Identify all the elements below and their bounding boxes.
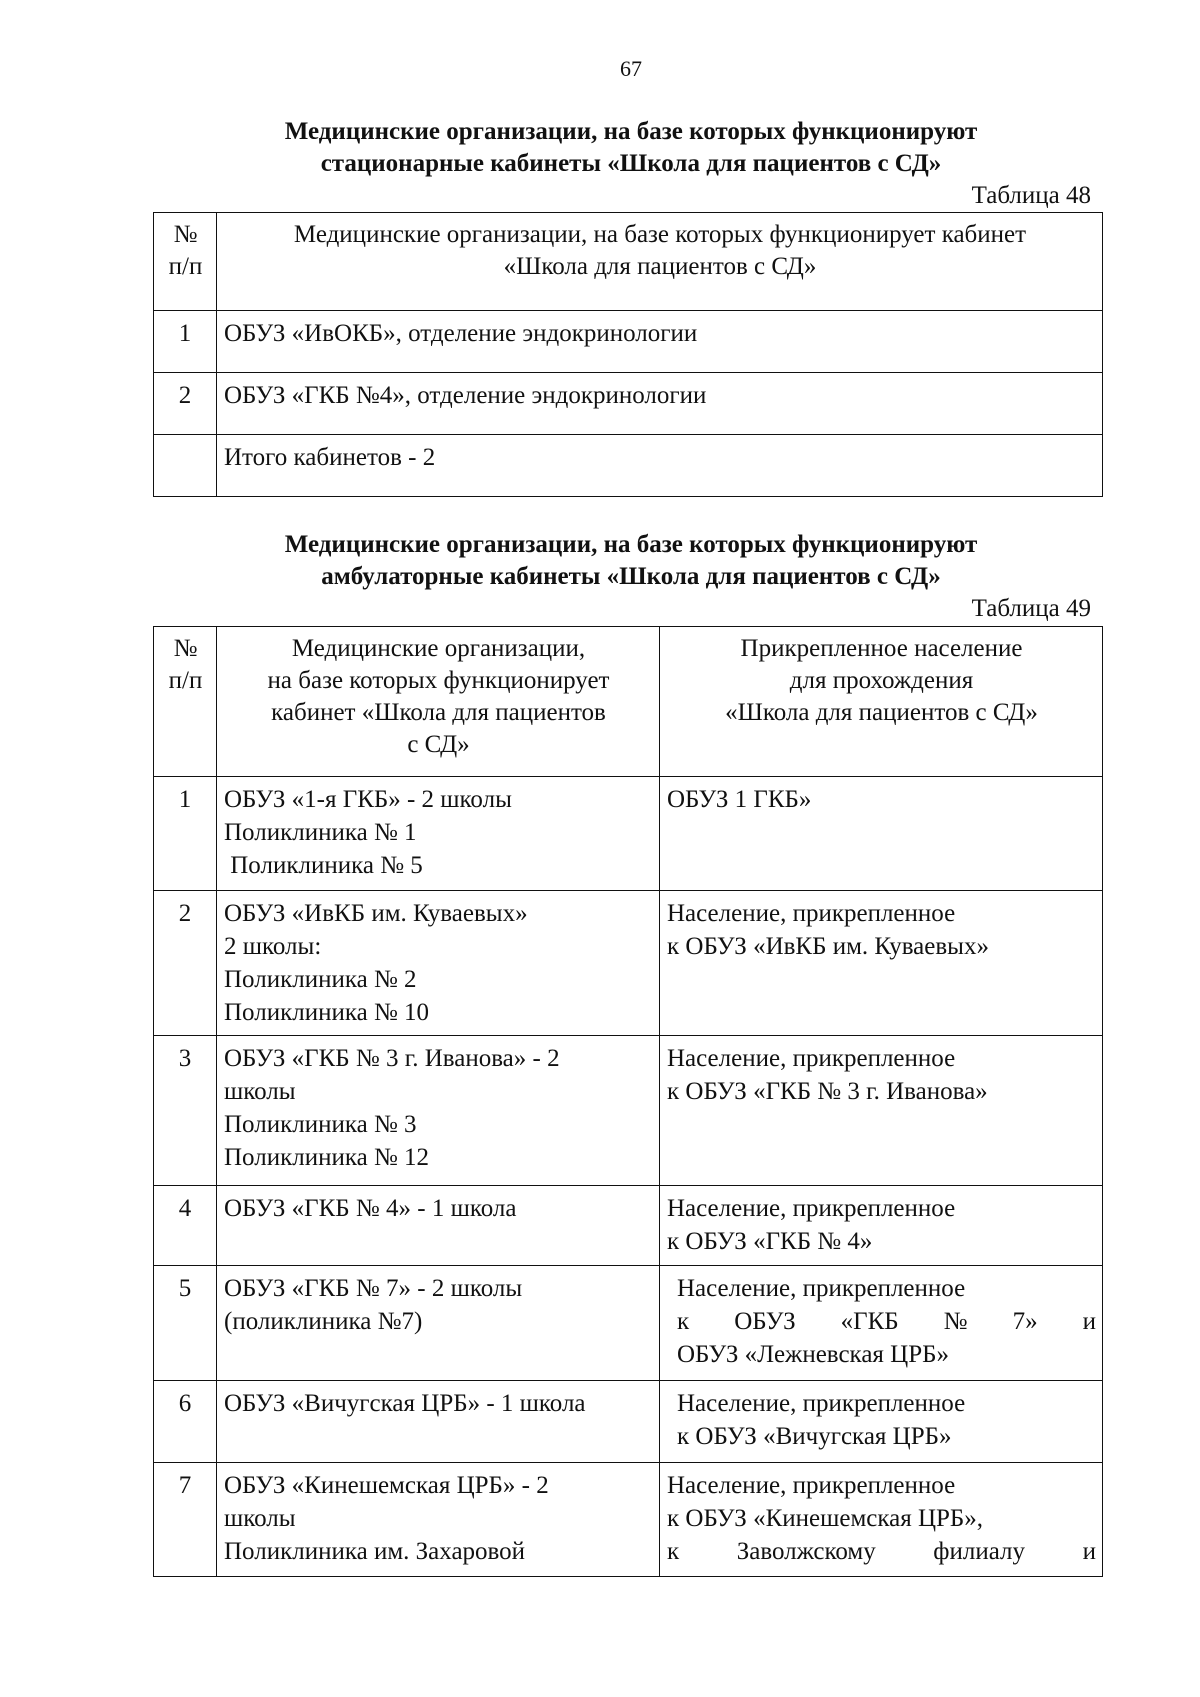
- table-row: [154, 777, 1103, 891]
- table48-heading: [0, 116, 1200, 180]
- pop-line: к ОБУЗ «ИвКБ им. Куваевых»: [667, 933, 989, 960]
- table49-header-num-line-1: №: [173, 635, 198, 662]
- org-line: (поликлиника №7): [224, 1308, 423, 1335]
- org-line: Поликлиника № 2: [224, 966, 417, 993]
- pop-line: Население, прикрепленное: [667, 900, 956, 927]
- table49-header-org: [217, 627, 660, 777]
- row-number: 6: [154, 1381, 217, 1463]
- org-line: Поликлиника № 10: [224, 999, 430, 1026]
- table48-header-org-line-2: «Школа для пациентов с СД»: [503, 253, 817, 280]
- table49-header-num-line-2: п/п: [168, 667, 203, 694]
- justified-word: №: [943, 1308, 968, 1335]
- table49-label: Таблица 49: [971, 595, 1091, 622]
- pop-line: Население, прикрепленное: [677, 1275, 966, 1302]
- table49-header-row: [154, 627, 1103, 777]
- pop-line: Население, прикрепленное: [667, 1472, 956, 1499]
- row-population: [660, 1186, 1103, 1266]
- justified-word: филиалу: [933, 1538, 1026, 1565]
- table48-label: Таблица 48: [971, 182, 1091, 209]
- table49-heading-line-2: амбулаторные кабинеты «Школа для пациентов с СД»: [321, 563, 941, 590]
- row-organization: [217, 1186, 660, 1266]
- table-row: [154, 891, 1103, 1036]
- org-line: школы: [224, 1505, 296, 1532]
- org-line: Поликлиника № 1: [224, 819, 417, 846]
- table48-header-row: [154, 213, 1103, 311]
- justified-word: Заволжскому: [736, 1538, 876, 1565]
- row-organization: [217, 1463, 660, 1577]
- row-population: [660, 1036, 1103, 1186]
- table49-header-population: [660, 627, 1103, 777]
- pop-line: к ОБУЗ «Кинешемская ЦРБ»,: [667, 1505, 984, 1532]
- row-number: 2: [154, 891, 217, 1036]
- table-row: [154, 1186, 1103, 1266]
- table48-header-num: [154, 213, 217, 311]
- table-row: [154, 1036, 1103, 1186]
- table49-header-pop-line-3: «Школа для пациентов с СД»: [725, 699, 1038, 726]
- row-population: [660, 1381, 1103, 1463]
- pop-line: Население, прикрепленное: [667, 1045, 956, 1072]
- table48-heading-line-1: Медицинские организации, на базе которых функционируют: [284, 118, 978, 145]
- pop-line: к ОБУЗ «ГКБ № 4»: [667, 1228, 873, 1255]
- table-row: [154, 1381, 1103, 1463]
- table49-header-org-line-2: на базе которых функционирует: [267, 667, 610, 694]
- org-line: ОБУЗ «ГКБ № 4» - 1 школа: [224, 1195, 517, 1222]
- pop-line: Население, прикрепленное: [667, 1195, 956, 1222]
- org-line: ОБУЗ «Кинешемская ЦРБ» - 2: [224, 1472, 549, 1499]
- row-number: [154, 435, 217, 497]
- table49-heading-line-1: Медицинские организации, на базе которых функционируют: [284, 531, 978, 558]
- table49-heading: [0, 529, 1200, 593]
- table48-header-num-line-1: №: [173, 221, 198, 248]
- justified-word: 7»: [1012, 1308, 1038, 1335]
- org-line: Поликлиника № 12: [224, 1144, 430, 1171]
- row-number: 5: [154, 1266, 217, 1381]
- row-population: [660, 777, 1103, 891]
- justified-word: к: [677, 1308, 690, 1335]
- org-line: ОБУЗ «Вичугская ЦРБ» - 1 школа: [224, 1390, 586, 1417]
- org-line: Поликлиника № 5: [224, 852, 423, 879]
- justified-word: ОБУЗ: [734, 1308, 796, 1335]
- org-line: школы: [224, 1078, 296, 1105]
- org-line: ОБУЗ «ГКБ № 3 г. Иванова» - 2: [224, 1045, 560, 1072]
- row-organization: [217, 891, 660, 1036]
- pop-line-justified: [667, 1535, 1096, 1568]
- table49-header-org-line-1: Медицинские организации,: [291, 635, 586, 662]
- table-48: [153, 212, 1103, 497]
- table49-header-num: [154, 627, 217, 777]
- row-number: 7: [154, 1463, 217, 1577]
- justified-word: и: [1082, 1538, 1096, 1565]
- org-line: ОБУЗ «ГКБ № 7» - 2 школы: [224, 1275, 523, 1302]
- org-line: Поликлиника им. Захаровой: [224, 1538, 526, 1565]
- row-number: 1: [154, 777, 217, 891]
- row-number: 1: [154, 311, 217, 373]
- row-total-cabinets: Итого кабинетов - 2: [217, 435, 1103, 497]
- org-line: ОБУЗ «ИвКБ им. Куваевых»: [224, 900, 528, 927]
- justified-word: «ГКБ: [840, 1308, 899, 1335]
- table48-header-org: [217, 213, 1103, 311]
- justified-word: и: [1082, 1308, 1096, 1335]
- table49-header-pop-line-2: для прохождения: [789, 667, 974, 694]
- row-number: 3: [154, 1036, 217, 1186]
- row-organization: [217, 1381, 660, 1463]
- table-row: [154, 311, 1103, 373]
- org-line: 2 школы:: [224, 933, 322, 960]
- pop-line: ОБУЗ 1 ГКБ»: [667, 786, 812, 813]
- table49-header-pop-line-1: Прикрепленное население: [740, 635, 1023, 662]
- table48-header-org-line-1: Медицинские организации, на базе которых функционирует кабинет: [293, 221, 1027, 248]
- pop-line: ОБУЗ «Лежневская ЦРБ»: [677, 1341, 949, 1368]
- row-population: [660, 1266, 1103, 1381]
- org-line: Поликлиника № 3: [224, 1111, 417, 1138]
- row-organization: ОБУЗ «ГКБ №4», отделение эндокринологии: [217, 373, 1103, 435]
- row-population: [660, 1463, 1103, 1577]
- table49-header-org-line-3: кабинет «Школа для пациентов: [271, 699, 606, 726]
- row-number: 2: [154, 373, 217, 435]
- row-organization: [217, 1266, 660, 1381]
- row-number: 4: [154, 1186, 217, 1266]
- table49-header-org-line-4: с СД»: [407, 731, 470, 758]
- pop-line: Население, прикрепленное: [677, 1390, 966, 1417]
- table-row: [154, 373, 1103, 435]
- table-row: [154, 1266, 1103, 1381]
- row-organization: [217, 1036, 660, 1186]
- pop-line: к ОБУЗ «Вичугская ЦРБ»: [677, 1423, 952, 1450]
- justified-word: к: [667, 1538, 680, 1565]
- org-line: ОБУЗ «1-я ГКБ» - 2 школы: [224, 786, 512, 813]
- table-row-total: [154, 435, 1103, 497]
- table48-header-num-line-2: п/п: [168, 253, 203, 280]
- row-population: [660, 891, 1103, 1036]
- row-organization: ОБУЗ «ИвОКБ», отделение эндокринологии: [217, 311, 1103, 373]
- table48-heading-line-2: стационарные кабинеты «Школа для пациентов с СД»: [320, 150, 942, 177]
- page-number: 67: [620, 56, 642, 81]
- table-49: [153, 626, 1103, 1577]
- row-organization: [217, 777, 660, 891]
- table-row: [154, 1463, 1103, 1577]
- pop-line-justified: [677, 1305, 1096, 1338]
- pop-line: к ОБУЗ «ГКБ № 3 г. Иванова»: [667, 1078, 988, 1105]
